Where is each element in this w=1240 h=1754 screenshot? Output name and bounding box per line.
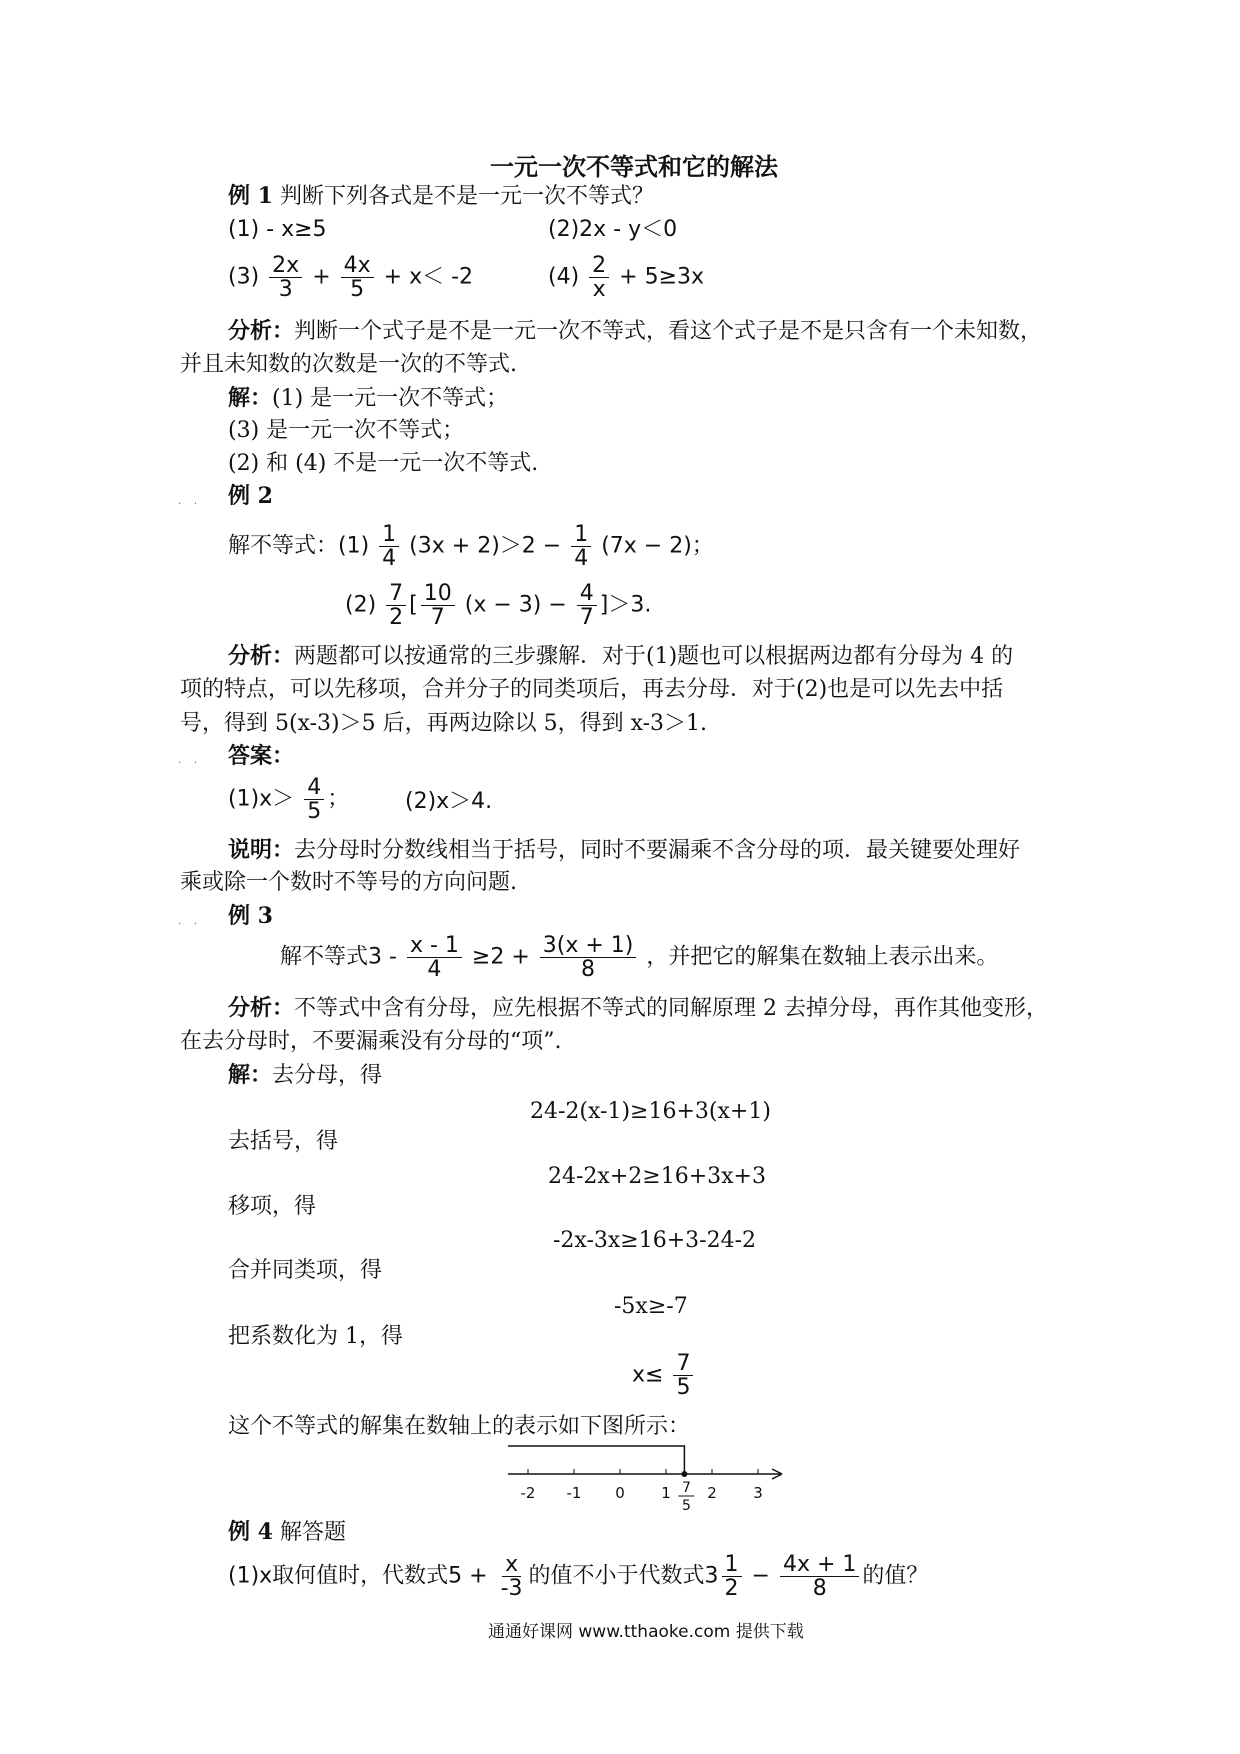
- example-1-item-4: (4) $\frac{2}{x}$ + 5≥3x: [548, 253, 705, 303]
- example-1-solution-line-2: (3) 是一元一次不等式；: [228, 418, 465, 443]
- example-3-equation-2: 24-2x+2≥16+3x+3: [548, 1164, 766, 1189]
- page-footer: 通通好课网 www.tthaoke.com 提供下载: [488, 1622, 804, 1642]
- example-2-problem-1: 解不等式：(1) $\frac{1}{4}$ (3x + 2)＞2 − $\frac{1}{4}$ (7x − 2)；: [228, 522, 714, 572]
- solution-endpoint-dot: [681, 1471, 687, 1477]
- tick-label: -1: [566, 1484, 582, 1502]
- fraction: $\frac{2x}{3}$: [269, 254, 302, 301]
- fraction: $\frac{4}{5}$: [304, 776, 324, 823]
- example-1-solution-line-1: 解：(1) 是一元一次不等式；: [228, 385, 509, 411]
- fraction: $\frac{7}{2}$: [386, 582, 406, 629]
- margin-dots: . .: [178, 916, 198, 927]
- example-2-analysis-line-3: 号，得到 5(x-3)＞5 后，再两边除以 5，得到 x-3＞1.: [180, 711, 708, 736]
- example-1-label: 例 1: [228, 183, 273, 209]
- example-1-heading: [228, 181, 654, 212]
- example-1-analysis-line-2: 并且未知数的次数是一次的不等式.: [180, 352, 517, 377]
- example-3-equation-1: 24-2(x-1)≥16+3(x+1): [530, 1099, 771, 1124]
- tick-label: -2: [520, 1484, 536, 1502]
- example-3-step-3: 移项，得: [228, 1194, 317, 1219]
- fraction: $\frac{x - 1}{4}$: [407, 934, 462, 981]
- example-1-analysis-line-1: 分析：判断一个式子是不是一元一次不等式，看这个式子是不是只含有一个未知数，: [228, 318, 1043, 344]
- example-1-item-3: (3) $\frac{2x}{3}$ + $\frac{4x}{5}$ + x＜ -2: [228, 253, 474, 303]
- example-3-step-5: 把系数化为 1，得: [228, 1324, 403, 1349]
- analysis-label: 分析：: [228, 995, 295, 1021]
- example-3-analysis-line-1: 分析：不等式中含有分母，应先根据不等式的同解原理 2 去掉分母，再作其他变形，: [228, 995, 1049, 1021]
- example-3-equation-4: -5x≥-7: [614, 1294, 688, 1319]
- fraction: $\frac{10}{7}$: [421, 582, 455, 629]
- example-2-problem-2: (2) $\frac{7}{2}$ [ $\frac{10}{7}$ (x − 3) − $\frac{4}{7}$ ]＞3.: [345, 581, 652, 631]
- example-1-question: 判断下列各式是不是一元一次不等式？: [279, 184, 654, 209]
- example-2-answer-2: (2)x＞4.: [405, 789, 493, 814]
- example-3-equation-3: -2x-3x≥16+3-24-2: [553, 1228, 757, 1253]
- fraction: $\frac{4}{7}$: [577, 582, 597, 629]
- fraction: $\frac{4x + 1}{8}$: [780, 1553, 859, 1600]
- solution-label: 解：: [228, 385, 273, 411]
- solution-set-bracket: [508, 1446, 684, 1474]
- example-3-problem: 解不等式3 - $\frac{x - 1}{4}$ ≥2 + $\frac{3(x + 1)}{8}$ ，并把它的解集在数轴上表示出来。: [280, 933, 999, 983]
- example-3-step-4: 合并同类项，得: [228, 1258, 383, 1283]
- tick-label: 0: [615, 1484, 625, 1502]
- mark-numerator: 7: [681, 1480, 691, 1496]
- margin-dots: . .: [178, 496, 198, 507]
- example-2-note-line-2: 乘或除一个数时不等号的方向问题.: [180, 870, 517, 895]
- fraction: $\frac{1}{4}$: [571, 523, 591, 570]
- fraction: $\frac{7}{5}$: [673, 1352, 693, 1399]
- example-4-label: 例 4: [228, 1519, 273, 1545]
- fraction: $\frac{1}{4}$: [379, 523, 399, 570]
- example-1-item-1: (1) - x≥5: [228, 217, 327, 242]
- example-1-solution-line-3: (2) 和 (4) 不是一元一次不等式.: [228, 451, 539, 476]
- example-1-item-2: (2)2x - y＜0: [548, 217, 678, 242]
- tick-label: 3: [753, 1484, 763, 1502]
- page-title: 一元一次不等式和它的解法: [490, 153, 778, 181]
- example-3-analysis-line-2: 在去分母时，不要漏乘没有分母的“项”.: [180, 1029, 562, 1054]
- example-2-analysis-line-1: 分析：两题都可以按通常的三步骤解．对于(1)题也可以根据两边都有分母为 4 的: [228, 643, 1014, 669]
- example-3-step-2: 去括号，得: [228, 1129, 339, 1154]
- mark-denominator: 5: [681, 1498, 691, 1514]
- fraction: $\frac{1}{2}$: [722, 1553, 742, 1600]
- example-4-heading: [228, 1517, 346, 1548]
- example-3-step-1: 解：去分母，得: [228, 1062, 383, 1088]
- example-4-question: 解答题: [279, 1520, 346, 1545]
- margin-dots: . .: [178, 755, 198, 766]
- example-2-label: 例 2: [228, 483, 273, 509]
- fraction: $\frac{4x}{5}$: [341, 254, 374, 301]
- analysis-label: 分析：: [228, 643, 295, 669]
- note-label: 说明：: [228, 837, 295, 863]
- tick-label: 2: [707, 1484, 717, 1502]
- fraction: $\frac{3(x + 1)}{8}$: [540, 934, 637, 981]
- example-2-answer-label: 答案：: [228, 743, 295, 769]
- example-3-numberline-caption: 这个不等式的解集在数轴上的表示如下图所示：: [228, 1414, 691, 1439]
- solution-label: 解：: [228, 1062, 273, 1088]
- analysis-label: 分析：: [228, 318, 295, 344]
- number-line: [500, 1444, 800, 1540]
- fraction: $\frac{2}{x}$: [589, 254, 609, 301]
- example-3-label: 例 3: [228, 903, 273, 929]
- example-2-note-line-1: 说明：去分母时分数线相当于括号，同时不要漏乘不含分母的项．最关键要处理好: [228, 837, 1021, 863]
- tick-label: 1: [661, 1484, 671, 1502]
- fraction: $\frac{x}{-3}$: [500, 1552, 523, 1602]
- example-2-answer-1: (1)x＞ $\frac{4}{5}$ ；: [228, 775, 350, 825]
- example-4-problem-1: (1)x取何值时，代数式5 + $\frac{x}{-3}$ 的值不小于代数式3 $\frac{1}{2}$ − $\frac{4x + 1}{8}$ 的值？: [228, 1552, 929, 1602]
- example-2-analysis-line-2: 项的特点，可以先移项，合并分子的同类项后，再去分母．对于(2)也是可以先去中括: [180, 677, 1004, 702]
- example-3-equation-5: x≤ $\frac{7}{5}$: [632, 1352, 696, 1399]
